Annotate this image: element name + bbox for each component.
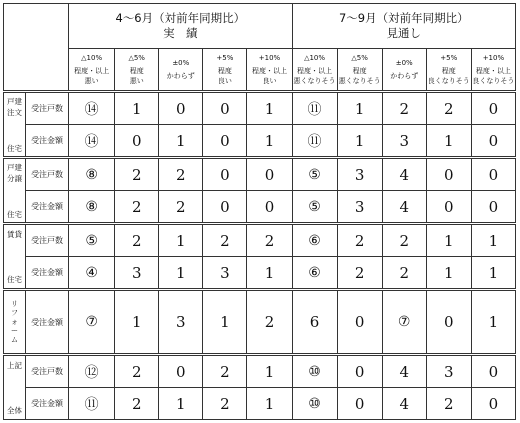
- value-cell-mode: ⑪: [292, 92, 337, 125]
- value-cell: 0: [471, 388, 515, 420]
- category-label: 上記: [7, 360, 23, 370]
- value-cell-mode: ⑥: [292, 224, 337, 257]
- header-group-row: [4, 4, 516, 49]
- category-label: 戸建: [7, 96, 23, 106]
- value-cell: 0: [203, 125, 247, 158]
- value-cell-mode: ⑧: [69, 191, 115, 224]
- value-cell: 4: [382, 191, 426, 224]
- table-row: [4, 92, 516, 125]
- value-cell: 2: [159, 191, 203, 224]
- group-subtitle: 実 績: [163, 26, 198, 40]
- value-cell: 3: [159, 290, 203, 355]
- value-cell: 0: [426, 191, 471, 224]
- category-label: 分譲: [7, 173, 23, 183]
- category-label: 住宅: [7, 143, 23, 153]
- value-cell-mode: ④: [69, 257, 115, 290]
- category-label: ー: [11, 326, 19, 335]
- value-cell: 1: [426, 257, 471, 290]
- category-label: ォ: [11, 317, 19, 326]
- column-header: [337, 49, 382, 92]
- metric-label: 受注金額: [26, 191, 69, 224]
- column-header-label: 悪い: [84, 77, 99, 85]
- column-header-label: 程度: [441, 67, 456, 75]
- value-cell-mode: ⑫: [69, 355, 115, 388]
- column-header-label: 悪い: [129, 77, 144, 85]
- value-cell: 1: [159, 388, 203, 420]
- column-header-percent: +5%: [216, 54, 234, 62]
- column-header-label: 程度・以上: [251, 67, 287, 75]
- value-cell: 0: [337, 290, 382, 355]
- column-header-percent: △10%: [81, 54, 103, 62]
- value-cell: 2: [382, 92, 426, 125]
- value-cell: 0: [203, 92, 247, 125]
- value-cell: 0: [426, 158, 471, 191]
- value-cell: 1: [471, 224, 515, 257]
- value-cell: 2: [426, 92, 471, 125]
- column-header-label: 悪くなりそう: [338, 77, 381, 85]
- value-cell: 1: [159, 257, 203, 290]
- value-cell-mode: ⑪: [292, 125, 337, 158]
- value-cell: 2: [337, 224, 382, 257]
- survey-table: [3, 3, 516, 420]
- value-cell: 1: [337, 92, 382, 125]
- value-cell: 1: [115, 92, 159, 125]
- value-cell-mode: ⑤: [292, 191, 337, 224]
- column-header-percent: △5%: [351, 54, 368, 62]
- value-cell: 1: [426, 224, 471, 257]
- value-cell: 2: [159, 158, 203, 191]
- value-cell: 0: [471, 355, 515, 388]
- value-cell: 1: [247, 125, 292, 158]
- value-cell-mode: ⑭: [69, 92, 115, 125]
- value-cell: 0: [337, 355, 382, 388]
- table-row: [4, 224, 516, 257]
- category-label: リ: [11, 299, 19, 308]
- column-header: [426, 49, 471, 92]
- value-cell: 3: [203, 257, 247, 290]
- value-cell-mode: ⑥: [292, 257, 337, 290]
- corner-cell: [4, 4, 69, 92]
- value-cell-mode: ⑤: [69, 224, 115, 257]
- column-header: [247, 49, 292, 92]
- value-cell: 0: [471, 158, 515, 191]
- column-header-label: 程度・以上: [74, 67, 110, 75]
- table-row: [4, 191, 516, 224]
- category-label: 賃貸: [7, 229, 23, 239]
- value-cell: 0: [247, 191, 292, 224]
- group-subtitle: 見通し: [386, 26, 421, 40]
- value-cell-mode: ⑪: [69, 388, 115, 420]
- category-label: 住宅: [7, 209, 23, 219]
- value-cell: 4: [382, 355, 426, 388]
- value-cell: 1: [426, 125, 471, 158]
- table-row: [4, 355, 516, 388]
- value-cell: 1: [247, 388, 292, 420]
- subheader-row: [4, 49, 516, 92]
- category-cell: [4, 92, 26, 158]
- value-cell: 3: [382, 125, 426, 158]
- value-cell-mode: ⑧: [69, 158, 115, 191]
- value-cell: 6: [292, 290, 337, 355]
- column-header-label: 悪くなりそう: [293, 77, 336, 85]
- value-cell: 2: [203, 388, 247, 420]
- column-header-label: 良くなりそう: [427, 77, 470, 85]
- value-cell: 1: [337, 125, 382, 158]
- column-header-label: 程度・以上: [475, 67, 511, 75]
- column-header: [382, 49, 426, 92]
- group-title: 7～9月（対前年同期比）: [338, 11, 469, 25]
- value-cell: 0: [337, 388, 382, 420]
- value-cell: 0: [247, 158, 292, 191]
- column-header: [203, 49, 247, 92]
- value-cell-mode: ⑤: [292, 158, 337, 191]
- group-header-actual: [69, 4, 292, 49]
- table-row: [4, 388, 516, 420]
- category-label: ム: [11, 335, 19, 344]
- value-cell: 1: [203, 290, 247, 355]
- value-cell: 2: [115, 158, 159, 191]
- value-cell: 0: [203, 158, 247, 191]
- value-cell-mode: ⑩: [292, 355, 337, 388]
- value-cell: 2: [382, 257, 426, 290]
- category-label: 戸建: [7, 162, 23, 172]
- metric-label: 受注金額: [26, 388, 69, 420]
- column-header: [115, 49, 159, 92]
- metric-label: 受注戸数: [26, 224, 69, 257]
- value-cell: 2: [115, 224, 159, 257]
- value-cell: 1: [471, 257, 515, 290]
- value-cell: 2: [426, 388, 471, 420]
- value-cell: 1: [247, 355, 292, 388]
- value-cell: 1: [471, 290, 515, 355]
- column-header-label: かわらず: [166, 72, 195, 80]
- table-row: [4, 158, 516, 191]
- value-cell: 2: [203, 355, 247, 388]
- value-cell: 2: [203, 224, 247, 257]
- category-cell: [4, 158, 26, 224]
- metric-label: 受注金額: [26, 125, 69, 158]
- value-cell: 2: [247, 224, 292, 257]
- value-cell: 2: [115, 388, 159, 420]
- value-cell: 0: [426, 290, 471, 355]
- metric-label: 受注戸数: [26, 92, 69, 125]
- column-header-label: 程度: [129, 67, 144, 75]
- category-label: 住宅: [7, 274, 23, 284]
- category-cell: [4, 224, 26, 290]
- value-cell: 0: [159, 92, 203, 125]
- column-header-label: 程度・以上: [297, 67, 333, 75]
- value-cell: 1: [159, 125, 203, 158]
- category-cell: [4, 355, 26, 420]
- value-cell: 3: [115, 257, 159, 290]
- value-cell: 1: [247, 92, 292, 125]
- column-header: [69, 49, 115, 92]
- value-cell: 1: [247, 257, 292, 290]
- value-cell: 2: [337, 257, 382, 290]
- value-cell: 0: [115, 125, 159, 158]
- category-label: 注文: [7, 107, 23, 117]
- value-cell-mode: ⑩: [292, 388, 337, 420]
- column-header-percent: +5%: [440, 54, 458, 62]
- column-header: [159, 49, 203, 92]
- value-cell: 4: [382, 388, 426, 420]
- category-cell: [4, 290, 26, 355]
- value-cell: 0: [203, 191, 247, 224]
- value-cell: 0: [159, 355, 203, 388]
- column-header-label: 良い: [262, 77, 277, 85]
- value-cell: 4: [382, 158, 426, 191]
- value-cell: 2: [247, 290, 292, 355]
- column-header-label: 程度: [217, 67, 232, 75]
- column-header-label: 程度: [352, 67, 367, 75]
- category-label: 全体: [7, 405, 23, 415]
- value-cell: 2: [115, 191, 159, 224]
- metric-label: 受注金額: [26, 290, 69, 355]
- value-cell: 2: [382, 224, 426, 257]
- value-cell: 3: [337, 191, 382, 224]
- category-label: フ: [11, 308, 19, 317]
- column-header-label: かわらず: [390, 72, 419, 80]
- value-cell: 1: [115, 290, 159, 355]
- value-cell: 0: [471, 191, 515, 224]
- column-header-label: 良くなりそう: [472, 77, 515, 85]
- column-header-percent: +10%: [258, 54, 281, 62]
- value-cell: 2: [115, 355, 159, 388]
- value-cell: 1: [159, 224, 203, 257]
- table-row: [4, 290, 516, 355]
- column-header-percent: +10%: [482, 54, 505, 62]
- column-header-percent: ±0%: [395, 59, 413, 67]
- column-header-percent: △5%: [128, 54, 145, 62]
- metric-label: 受注戸数: [26, 158, 69, 191]
- group-title: 4～6月（対前年同期比）: [115, 11, 246, 25]
- metric-label: 受注戸数: [26, 355, 69, 388]
- value-cell: 0: [471, 125, 515, 158]
- table-row: [4, 257, 516, 290]
- value-cell: 3: [426, 355, 471, 388]
- column-header-percent: ±0%: [172, 59, 190, 67]
- column-header: [292, 49, 337, 92]
- column-header: [471, 49, 515, 92]
- value-cell-mode: ⑭: [69, 125, 115, 158]
- group-header-forecast: [292, 4, 515, 49]
- value-cell: 3: [337, 158, 382, 191]
- table-row: [4, 125, 516, 158]
- value-cell-mode: ⑦: [69, 290, 115, 355]
- column-header-label: 良い: [217, 77, 232, 85]
- metric-label: 受注金額: [26, 257, 69, 290]
- value-cell-mode: ⑦: [382, 290, 426, 355]
- column-header-percent: △10%: [304, 54, 326, 62]
- value-cell: 0: [471, 92, 515, 125]
